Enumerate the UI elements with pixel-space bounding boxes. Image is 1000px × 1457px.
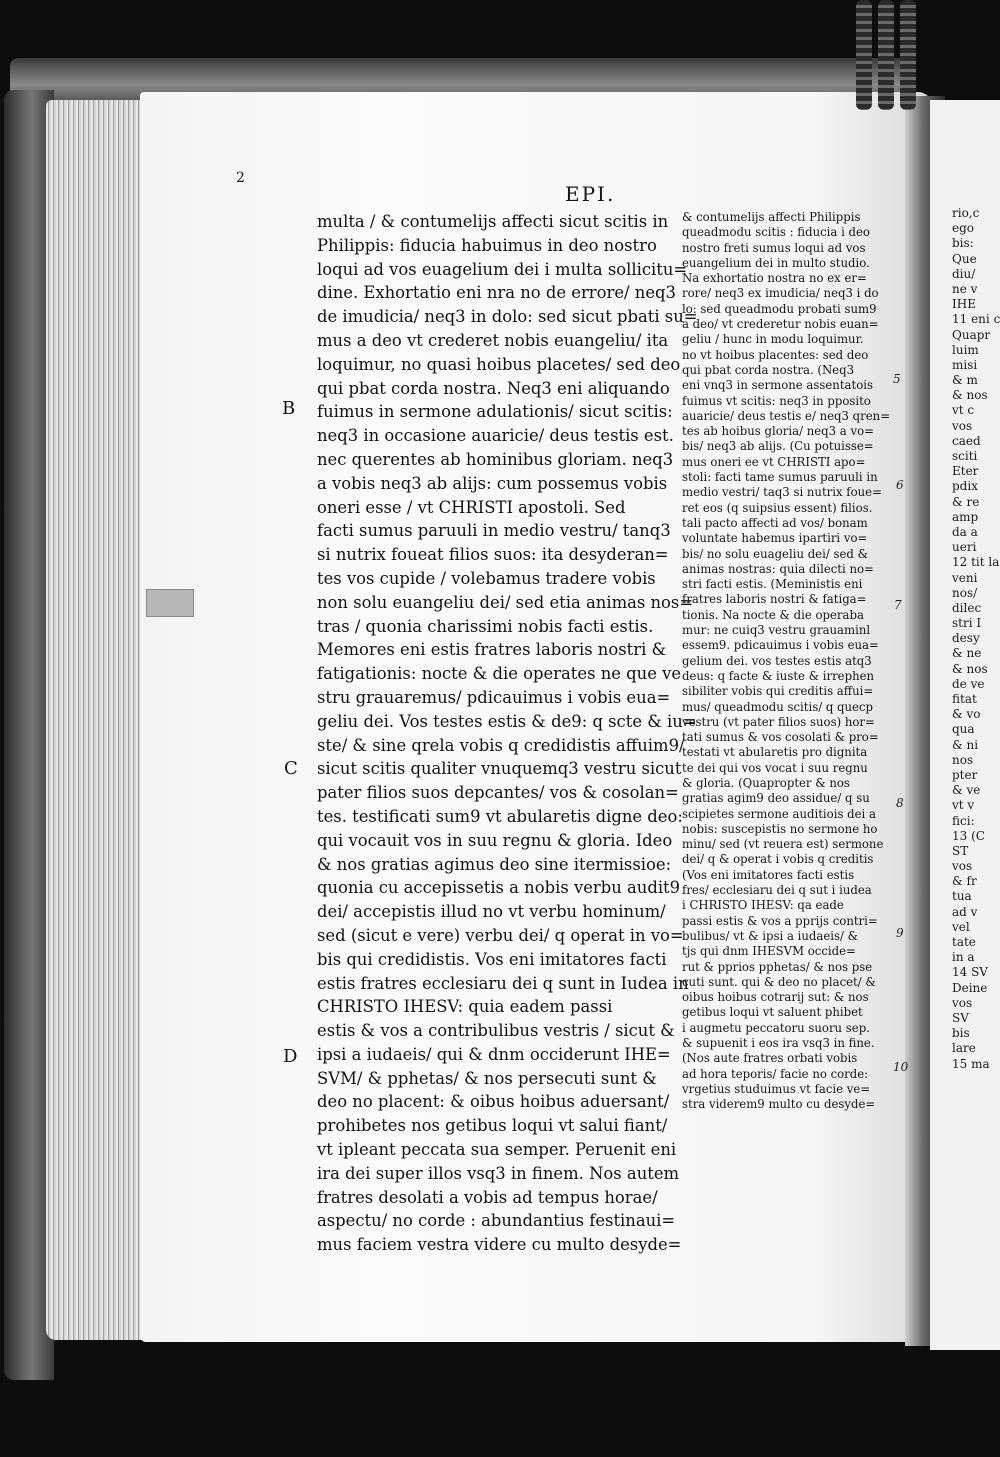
facing-page-line: qua (952, 722, 975, 737)
gloss-line: auaricie/ deus testis e/ neq3 qren= (682, 408, 890, 423)
facing-page-line: pter (952, 767, 978, 782)
gloss-line: tali pacto affecti ad vos/ bonam (682, 515, 868, 530)
text-line: nec querentes ab hominibus gloriam. neq3 (317, 449, 674, 469)
facing-page-line: & ni (952, 737, 979, 752)
facing-page-line: Quapr (952, 327, 991, 342)
gloss-line: ad hora teporis/ facie no corde: (682, 1066, 869, 1081)
text-line: fratres desolati a vobis ad tempus horae/ (317, 1187, 658, 1207)
gloss-line: bis/ no solu euageliu dei/ sed & (682, 546, 868, 561)
gloss-line: vestru (vt pater filios suos) hor= (682, 714, 875, 729)
running-header: EPI. (565, 182, 616, 206)
text-line: loqui ad vos euagelium dei i multa sollicitu= (317, 259, 688, 279)
gloss-line: mus oneri ee vt CHRISTI apo= (682, 454, 866, 469)
text-line: sicut scitis qualiter vnuquemq3 vestru sicut (317, 759, 682, 779)
text-line: stru grauaremus/ pdicauimus i vobis eua= (317, 687, 671, 707)
facing-page-line: & nos (952, 388, 988, 403)
facing-page-line: Deine (952, 980, 988, 995)
text-line: facti sumus paruuli in medio vestru/ tanq3 (317, 521, 671, 541)
gloss-line: dei/ q & operat i vobis q creditis (682, 852, 874, 867)
gloss-line: medio vestri/ taq3 si nutrix foue= (682, 485, 882, 500)
gloss-line: passi estis & vos a pprijs contri= (682, 913, 878, 928)
verse-number: 7 (894, 598, 902, 612)
facing-page-line: 12 tit la (952, 555, 1000, 570)
facing-page-line: & ve (952, 783, 981, 798)
gloss-line: bis/ neq3 ab alijs. (Cu potuisse= (682, 439, 874, 454)
facing-page-line: ueri (952, 540, 977, 555)
gloss-line: te dei qui vos vocat i suu regnu (682, 760, 868, 775)
gloss-line: lo: sed queadmodu probati sum9 (682, 301, 877, 316)
gloss-line: testati vt abularetis pro dignita (682, 745, 868, 760)
gloss-line: bulibus/ vt & ipsi a iudaeis/ & (682, 928, 859, 943)
text-line: ste/ & sine qrela vobis q credidistis affuim9/ (317, 735, 685, 755)
text-line: SVM/ & pphetas/ & nos persecuti sunt & (317, 1068, 657, 1088)
gloss-line: tionis. Na nocte & die operaba (682, 607, 864, 622)
text-line: dine. Exhortatio eni nra no de errore/ neq3 (317, 283, 676, 303)
facing-page-line: ne v (952, 281, 978, 296)
gloss-line: rore/ neq3 ex imudicia/ neq3 i do (682, 286, 879, 301)
main-text-column (317, 210, 698, 1257)
text-line: bis qui credidistis. Vos eni imitatores facti (317, 949, 667, 969)
text-line: oneri esse / vt CHRISTI apostoli. Sed (317, 497, 626, 517)
facing-page-line: nos (952, 752, 974, 767)
text-line: qui pbat corda nostra. Neq3 eni aliquando (317, 378, 670, 398)
facing-page-line: ad v (952, 904, 978, 919)
facing-page-line: ST (952, 843, 969, 858)
gloss-line: no vt hoibus placentes: sed deo (682, 347, 869, 362)
gloss-line: fres/ ecclesiaru dei q sut i iudea (682, 883, 872, 898)
facing-page-line: tate (952, 935, 976, 949)
text-line: quonia cu accepissetis a nobis verbu audit9 (317, 878, 681, 898)
text-line: tes vos cupide / volebamus tradere vobis (317, 568, 656, 588)
verse-number: 9 (896, 926, 904, 940)
gloss-column (682, 210, 890, 1113)
facing-page-line: fici: (952, 813, 975, 828)
gloss-line: essem9. pdicauimus i vobis eua= (682, 638, 879, 653)
verse-number: 6 (896, 478, 904, 492)
facing-page-line: & ne (952, 646, 982, 661)
gloss-line: stoli: facti tame sumus paruuli in (682, 470, 878, 485)
facing-page-line: 13 (C (952, 828, 985, 843)
facing-page-line: vos (952, 418, 973, 433)
facing-page-line: & nos (952, 661, 988, 676)
text-line: de imudicia/ neq3 in dolo: sed sicut pbati su= (317, 307, 698, 327)
gloss-line: qui pbat corda nostra. (Neq3 (682, 362, 855, 377)
facing-page-line: & m (952, 373, 978, 388)
facing-page-line: 14 SV (952, 965, 988, 980)
gloss-line: rut & pprios pphetas/ & nos pse (682, 959, 873, 974)
facing-page-line: vel (952, 919, 970, 934)
gloss-line: nostro freti sumus loqui ad vos (682, 240, 866, 255)
facing-page-line: da a (952, 524, 978, 539)
gloss-line: tati sumus & vos cosolati & pro= (682, 730, 879, 745)
facing-page-line: diu/ (952, 266, 976, 281)
gloss-line: & contumelijs affecti Philippis (682, 210, 861, 224)
text-line: pater filios suos depcantes/ vos & cosolan= (317, 783, 679, 803)
gloss-line: geliu / hunc in modu loquimur. (682, 332, 864, 347)
gloss-line: i CHRISTO IHESV: qa eade (682, 898, 844, 913)
facing-page-line: SV (952, 1010, 969, 1025)
text-line: mus a deo vt crederet nobis euangeliu/ ita (317, 330, 669, 350)
gloss-line: gratias agim9 deo assidue/ q su (682, 791, 870, 806)
text-line: dei/ accepistis illud no vt verbu hominum/ (317, 902, 666, 922)
facing-page-line: tua (952, 889, 972, 904)
verse-number: 8 (896, 796, 904, 810)
gloss-line: tjs qui dnm IHESVM occide= (682, 944, 856, 959)
signature-mark: 2 (236, 170, 245, 186)
gloss-line: & gloria. (Quapropter & nos (682, 775, 850, 790)
facing-page-line: IHE (952, 297, 976, 312)
gloss-line: queadmodu scitis : fiducia i deo (682, 225, 870, 240)
facing-page-line: misi (952, 357, 978, 372)
text-line: multa / & contumelijs affecti sicut scitis in (317, 212, 669, 231)
gloss-line: fuimus vt scitis: neq3 in pposito (682, 393, 871, 408)
page-edges (46, 100, 154, 1340)
text-line: non solu euangeliu dei/ sed etia animas nos= (317, 592, 694, 612)
verse-number: 10 (893, 1060, 909, 1074)
margin-letter-d: D (283, 1046, 298, 1067)
text-line: tes. testificati sum9 vt abularetis digne deo: (317, 806, 683, 826)
text-line: mus faciem vestra videre cu multo desyde= (317, 1235, 682, 1255)
gloss-line: oibus hoibus cotrarij sut: & nos (682, 990, 869, 1005)
facing-page-line: nos/ (952, 585, 978, 600)
gloss-line: mur: ne cuiq3 vestru grauaminl (682, 623, 871, 638)
margin-letter-c: C (284, 758, 298, 779)
bookmark-ribbon (826, 0, 936, 128)
text-line: Philippis: fiducia habuimus in deo nostro (317, 235, 657, 255)
facing-page-line: vos (952, 859, 973, 874)
text-line: qui vocauit vos in suu regnu & gloria. Ideo (317, 830, 673, 850)
text-line: estis fratres ecclesiaru dei q sunt in Iudea in (317, 973, 689, 993)
text-line: Memores eni estis fratres laboris nostri & (317, 640, 667, 660)
gloss-line: deus: q facte & iuste & irrephen (682, 668, 875, 683)
facing-page-line: bis: (952, 236, 974, 251)
margin-letter-b: B (282, 398, 296, 419)
facing-page-line: & fr (952, 874, 977, 889)
facing-page-line: vos (952, 995, 973, 1010)
text-line: neq3 in occasione auaricie/ deus testis est. (317, 426, 674, 446)
paper-tab-marker (146, 589, 194, 617)
text-line: & nos gratias agimus deo sine itermissioe: (317, 854, 672, 874)
gloss-line: (Nos aute fratres orbati vobis (682, 1051, 858, 1066)
gloss-line: animas nostras: quia dilecti no= (682, 561, 874, 576)
gloss-line: getibus loqui vt saluent phibet (682, 1005, 863, 1020)
gloss-line: (Vos eni imitatores facti estis (682, 867, 855, 882)
text-line: ipsi a iudaeis/ qui & dnm occiderunt IHE= (317, 1044, 671, 1064)
facing-page-line: desy (952, 631, 980, 646)
facing-page-line: ego (952, 221, 975, 236)
gloss-line: gelium dei. vos testes estis atq3 (682, 653, 872, 668)
gloss-line: Na exhortatio nostra no ex er= (682, 271, 867, 286)
facing-page-line: de ve (952, 676, 985, 691)
text-line: geliu dei. Vos testes estis & de9: q scte & iu= (317, 711, 697, 731)
facing-page-line: 15 ma (952, 1056, 990, 1071)
text-line: prohibetes nos getibus loqui vt salui fiant/ (317, 1116, 668, 1136)
text-line: CHRISTO IHESV: quia eadem passi (317, 997, 613, 1017)
text-line: fuimus in sermone adulationis/ sicut scitis: (317, 402, 673, 422)
gloss-line: mus/ queadmodu scitis/ q quecp (682, 699, 873, 714)
facing-page-line: dilec (952, 600, 982, 615)
text-line: aspectu/ no corde : abundantius festinaui= (317, 1211, 676, 1231)
gloss-line: & supuenit i eos ira vsq3 in fine. (682, 1036, 875, 1051)
gloss-line: a deo/ vt crederetur nobis euan= (682, 317, 879, 332)
gloss-line: scipietes sermone auditiois dei a (682, 806, 876, 821)
gloss-line: tes ab hoibus gloria/ neq3 a vo= (682, 424, 874, 439)
text-line: estis & vos a contribulibus vestris / sicut & (317, 1021, 675, 1041)
text-line: ira dei super illos vsq3 in finem. Nos autem (317, 1163, 680, 1183)
facing-page-line: in a (952, 950, 975, 965)
facing-page-line: vt v (952, 798, 975, 813)
facing-page-line: Que (952, 251, 977, 266)
verse-number: 5 (893, 372, 901, 386)
facing-page-line: sciti (952, 449, 978, 463)
gloss-line: minu/ sed (vt reuera est) sermone (682, 837, 884, 852)
gloss-line: stri facti estis. (Meministis eni (682, 577, 863, 592)
gloss-line: i augmetu peccatoru suoru sep. (682, 1020, 870, 1035)
gloss-line: sibiliter vobis qui creditis affui= (682, 684, 874, 699)
text-line: loquimur, no quasi hoibus placetes/ sed deo (317, 354, 681, 374)
facing-page-text (952, 206, 1000, 1072)
facing-page-line: Eter (952, 464, 979, 479)
facing-page-line: & vo (952, 707, 981, 722)
gloss-line: cuti sunt. qui & deo no placet/ & (682, 974, 876, 989)
text-line: fatigationis: nocte & die operates ne que ve (317, 664, 682, 684)
facing-page-line: amp (952, 509, 979, 524)
text-line: tras / quonia charissimi nobis facti estis. (317, 616, 654, 636)
text-line: vt ipleant peccata sua semper. Peruenit eni (317, 1140, 677, 1160)
facing-page-line: & re (952, 494, 980, 509)
facing-page-line: vt c (952, 403, 975, 418)
gloss-line: fratres laboris nostri & fatiga= (682, 592, 867, 607)
facing-page-line: caed (952, 433, 981, 448)
facing-page-line: luim (952, 342, 979, 357)
gloss-line: euangelium dei in multo studio. (682, 255, 870, 270)
text-line: deo no placent: & oibus hoibus aduersant/ (317, 1092, 670, 1112)
facing-page-line: 11 eni c (952, 312, 1000, 327)
text-line: a vobis neq3 ab alijs: cum possemus vobis (317, 473, 668, 493)
gloss-line: voluntate habemus ipartiri vo= (682, 531, 868, 546)
facing-page-line: lare (952, 1041, 976, 1056)
gloss-line: ret eos (q suipsius essent) filios. (682, 500, 873, 515)
facing-page-line: bis (952, 1026, 970, 1041)
facing-page-line: pdix (952, 479, 978, 494)
gloss-line: stra viderem9 multo cu desyde= (682, 1097, 876, 1112)
text-line: si nutrix foueat filios suos: ita desyderan= (317, 545, 669, 565)
text-line: sed (sicut e vere) verbu dei/ q operat in vo= (317, 925, 684, 945)
gloss-line: nobis: suscepistis no sermone ho (682, 821, 878, 836)
gloss-line: vrgetius studuimus vt facie ve= (682, 1081, 871, 1096)
facing-page-line: stri I (952, 616, 982, 631)
facing-page-line: fitat (952, 692, 977, 706)
facing-page-line: rio,c (952, 206, 980, 220)
facing-page-line: veni (952, 570, 978, 585)
gloss-line: eni vnq3 in sermone assentatois (682, 378, 873, 393)
